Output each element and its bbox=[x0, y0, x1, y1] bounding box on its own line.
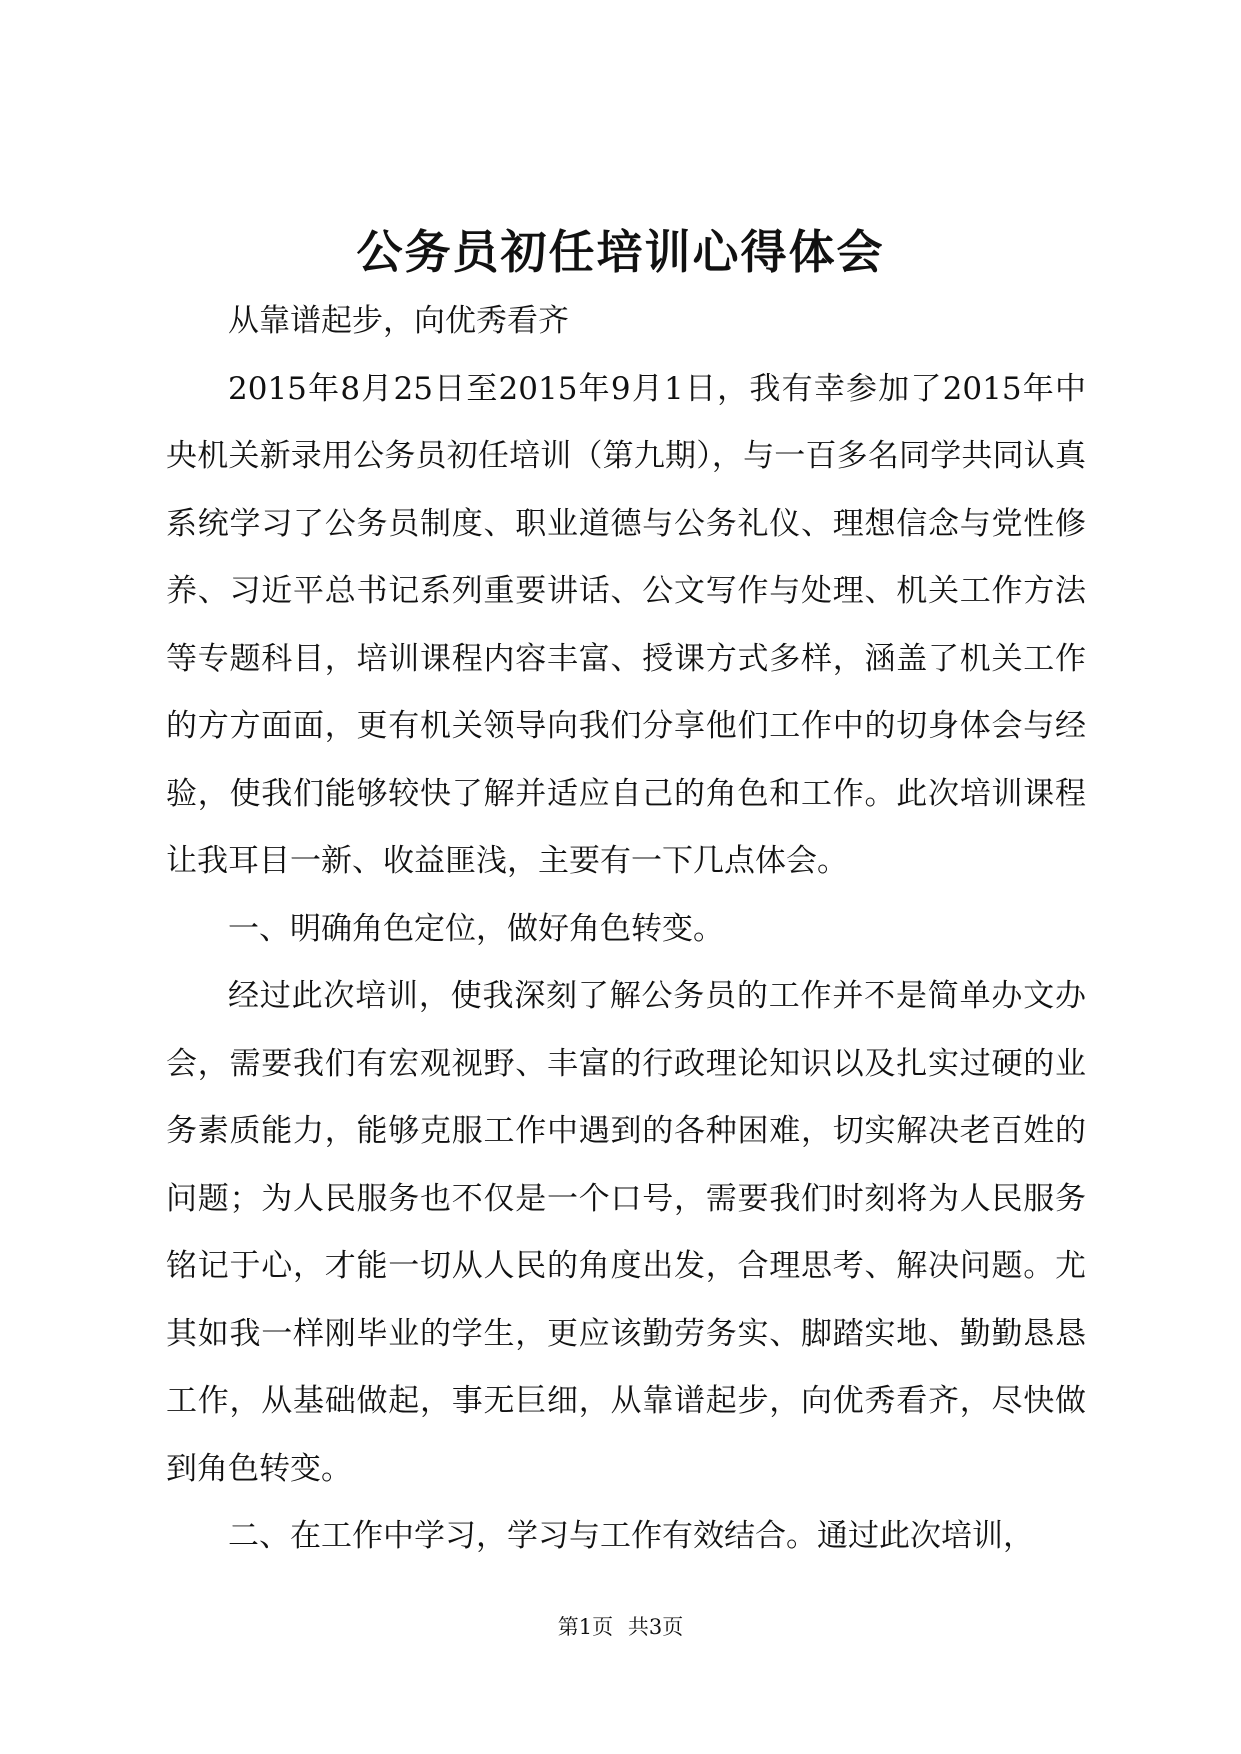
section-heading-1: 一、明确角色定位，做好角色转变。 bbox=[228, 910, 724, 947]
document-title: 公务员初任培训心得体会 bbox=[356, 225, 885, 279]
body-paragraph: 2015年8月25日至2015年9月1日，我有幸参加了2015年中央机关新录用公务员初任培训（第九期），与一百多名同学共同认真系统学习了公务员制度、职业道德与公务礼仪、理想信念与党性修养、习近平总书记系列重要讲话、公文写作与处理、机关工作方法等专题科目，培训课程内容丰富、授课方式多样，涵盖了机关工作的方方面面，更有机关领导向我们分享他们工作中的切身体会与经验，使我们能够较快了解并适应自己的角色和工作。此次培训课程让我耳目一新、收益匪浅，主要有一下几点体会。 bbox=[166, 370, 1086, 879]
body-paragraph: 经过此次培训，使我深刻了解公务员的工作并不是简单办文办会，需要我们有宏观视野、丰富的行政理论知识以及扎实过硬的业务素质能力，能够克服工作中遇到的各种困难，切实解决老百姓的问题；为人民服务也不仅是一个口号，需要我们时刻将为人民服务铭记于心，才能一切从人民的角度出发，合理思考、解决问题。尤其如我一样刚毕业的学生，更应该勤劳务实、脚踏实地、勤勤恳恳工作，从基础做起，事无巨细，从靠谱起步，向优秀看齐，尽快做到角色转变。 bbox=[166, 978, 1086, 1487]
page-footer bbox=[0, 1612, 1241, 1642]
page-total: 共3页 bbox=[627, 1615, 684, 1639]
page-number: 第1页 bbox=[557, 1615, 614, 1639]
subtitle-paragraph: 从靠谱起步，向优秀看齐 bbox=[228, 303, 569, 339]
document-body bbox=[166, 288, 1086, 1571]
section-heading-2: 二、在工作中学习，学习与工作有效结合。通过此次培训， bbox=[228, 1518, 1034, 1554]
